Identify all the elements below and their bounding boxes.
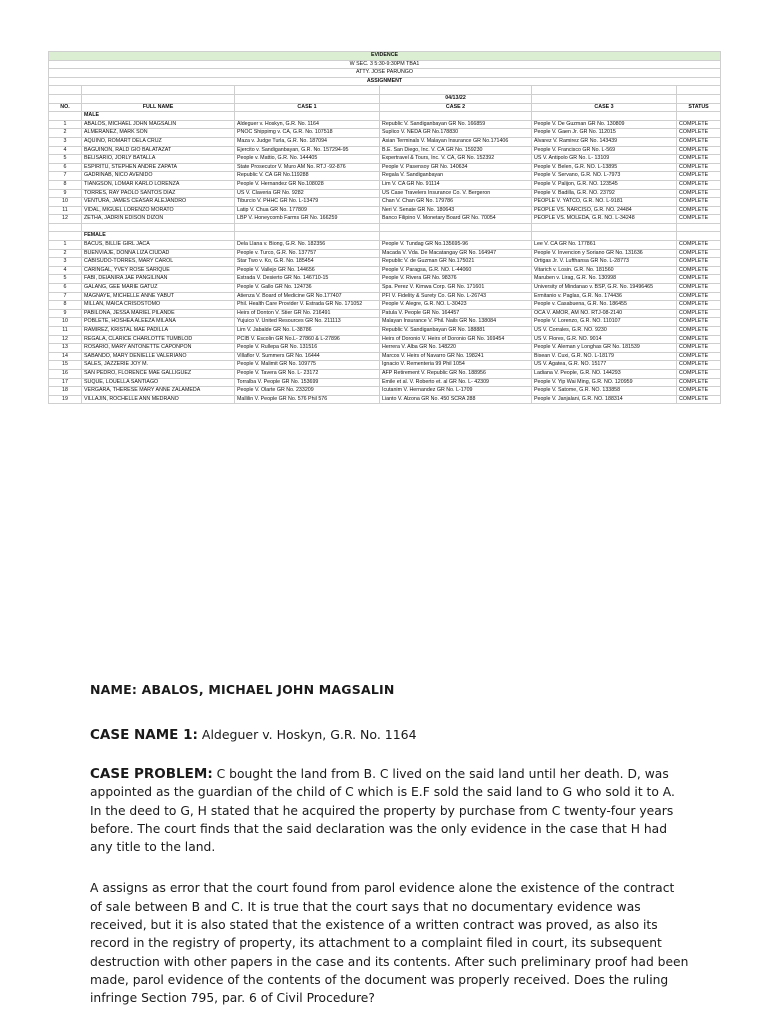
case-3-cell: People V. Satome, G.R. NO. 133858 xyxy=(532,387,677,396)
status-cell: COMPLETE xyxy=(677,352,721,361)
case-3-cell: Ermitanio v. Paglas, G.R. No. 174436 xyxy=(532,292,677,301)
row-no-cell: 10 xyxy=(49,198,82,207)
case-3-cell: PEOPLE VS. MOLEDA, G.R. NO. L-34248 xyxy=(532,215,677,224)
case-2-cell: B.E. San Diego, Inc. V. CA GR No. 159230 xyxy=(380,146,532,155)
case-1-cell: LBP V. Honeycomb Farms GR No. 166259 xyxy=(235,215,380,224)
status-cell: COMPLETE xyxy=(677,146,721,155)
row-no-cell: 1 xyxy=(49,120,82,129)
status-cell: COMPLETE xyxy=(677,369,721,378)
row-no-cell: 6 xyxy=(49,284,82,293)
full-name-cell: AQUINO, ROMART DELA CRUZ xyxy=(82,137,235,146)
status-cell: COMPLETE xyxy=(677,198,721,207)
full-name-cell: BUENVIAJE, DONNA LIZA CIUDAD xyxy=(82,249,235,258)
row-no-cell: 7 xyxy=(49,172,82,181)
col-header-status: STATUS xyxy=(677,103,721,112)
status-cell: COMPLETE xyxy=(677,180,721,189)
case-3-cell: People V. Invencion y Soriano GR No. 131636 xyxy=(532,249,677,258)
full-name-cell: VERGARA, THERESE MARY ANNE ZALAMEDA xyxy=(82,387,235,396)
status-cell: COMPLETE xyxy=(677,378,721,387)
case-1-cell: People V. Hernandez GR No.108028 xyxy=(235,180,380,189)
full-name-cell: CARINGAL, YVEY ROSE SARIQUE xyxy=(82,266,235,275)
case-1-cell: People V. Gallo GR No. 124736 xyxy=(235,284,380,293)
table-row xyxy=(49,318,721,327)
col-header-no: NO. xyxy=(49,103,82,112)
case-2-cell: Spa. Perez V. Kimwa Corp. GR No. 171601 xyxy=(380,284,532,293)
sheet-date-row xyxy=(49,94,721,103)
full-name-cell: VILLAJIN, ROCHELLE ANN MEDRANO xyxy=(82,395,235,404)
row-no-cell: 14 xyxy=(49,352,82,361)
row-no-cell: 11 xyxy=(49,327,82,336)
case-1-cell: Dela Llana v. Biong, G.R. No. 182356 xyxy=(235,241,380,250)
case-3-cell: US V. Antipolo GR No. L- 13109 xyxy=(532,155,677,164)
sheet-schedule-row xyxy=(49,60,721,69)
full-name-cell: TIANGSON, LOMAR KARLO LORENZA xyxy=(82,180,235,189)
status-cell: COMPLETE xyxy=(677,155,721,164)
male-section-label: MALE xyxy=(82,112,235,121)
case-3-cell: People V. Lorenzo, G.R. NO. 110107 xyxy=(532,318,677,327)
case-2-cell: Macada V. Vda. De Macatangay GR No. 164947 xyxy=(380,249,532,258)
case-2-cell: AFP Retirement V. Republic GR No. 188956 xyxy=(380,369,532,378)
status-cell: COMPLETE xyxy=(677,387,721,396)
status-cell: COMPLETE xyxy=(677,137,721,146)
full-name-cell: BACUS, BILLIE GIRL JACA xyxy=(82,241,235,250)
sheet-instructor: ATTY. JOSE PARUNGO xyxy=(49,69,721,78)
status-cell: COMPLETE xyxy=(677,309,721,318)
case-1-cell: Mallilin V. People GR No. 576 Phil 576 xyxy=(235,395,380,404)
full-name-cell: PABILONA, JESSA MARIEL PILANDE xyxy=(82,309,235,318)
status-cell: COMPLETE xyxy=(677,266,721,275)
status-cell: COMPLETE xyxy=(677,172,721,181)
case-2-cell: Heirs of Doronio V. Heirs of Doronio GR No. 169454 xyxy=(380,335,532,344)
table-row xyxy=(49,163,721,172)
case-1-cell: US V. Claveria GR No. 9282 xyxy=(235,189,380,198)
case-1-cell: Lim V. Jabalde GR No. L-38786 xyxy=(235,327,380,336)
row-no-cell: 13 xyxy=(49,344,82,353)
case-3-cell: US V. Flores, G.R. NO. 9014 xyxy=(532,335,677,344)
full-name-cell: ESPIRITU, STEPHEN ANDRE ZAPATA xyxy=(82,163,235,172)
case-3-cell: Vitarich v. Losin. G.R. No. 181560 xyxy=(532,266,677,275)
assignment-spreadsheet xyxy=(48,51,721,404)
case-3-cell: People V. De Guzman GR No. 130809 xyxy=(532,120,677,129)
case-name-value: Aldeguer v. Hoskyn, G.R. No. 1164 xyxy=(201,727,417,742)
full-name-cell: SAN PEDRO, FLORENCE MAE GALLIGUEZ xyxy=(82,369,235,378)
row-no-cell: 7 xyxy=(49,292,82,301)
table-row xyxy=(49,172,721,181)
case-3-cell: Ortigas Jr. V. Lufthansa GR No. L-28773 xyxy=(532,258,677,267)
row-no-cell: 12 xyxy=(49,335,82,344)
status-cell: COMPLETE xyxy=(677,129,721,138)
full-name-cell: VENTURA, JAMES CEASAR ALEJANDRO xyxy=(82,198,235,207)
row-no-cell: 2 xyxy=(49,249,82,258)
case-2-cell: Lianto V. Alzona GR No. 450 SCRA 288 xyxy=(380,395,532,404)
status-cell: COMPLETE xyxy=(677,215,721,224)
sheet-schedule: W SEC. 3 5:30-9:30PM TBA1 xyxy=(49,60,721,69)
status-cell: COMPLETE xyxy=(677,327,721,336)
table-row xyxy=(49,241,721,250)
status-cell: COMPLETE xyxy=(677,284,721,293)
table-row xyxy=(49,301,721,310)
status-cell: COMPLETE xyxy=(677,361,721,370)
status-cell: COMPLETE xyxy=(677,395,721,404)
blank-row xyxy=(49,86,721,95)
case-2-cell: Asian Terminals V. Malayan Insurance GR No.171406 xyxy=(380,137,532,146)
table-row xyxy=(49,180,721,189)
sheet-title-row xyxy=(49,52,721,61)
case-1-cell: People V. Malimit GR No. 109775 xyxy=(235,361,380,370)
female-section-label: FEMALE xyxy=(82,232,235,241)
student-name: NAME: ABALOS, MICHAEL JOHN MAGSALIN xyxy=(90,682,395,697)
sheet-instructor-row xyxy=(49,69,721,78)
male-section-row xyxy=(49,112,721,121)
case-1-cell: Torralba V. People GR No. 153699 xyxy=(235,378,380,387)
status-cell: COMPLETE xyxy=(677,275,721,284)
case-3-cell: People V. Aleman y Longhas GR No. 181539 xyxy=(532,344,677,353)
status-cell: COMPLETE xyxy=(677,335,721,344)
full-name-cell: CABISUDO-TORRES, MARY CAROL xyxy=(82,258,235,267)
case-3-cell: People V. Gaen Jr. GR No. 112015 xyxy=(532,129,677,138)
full-name-cell: ABALOS, MICHAEL JOHN MAGSALIN xyxy=(82,120,235,129)
row-no-cell: 9 xyxy=(49,189,82,198)
case-1-cell: Aldeguer v. Hoskyn, G.R. No. 1164 xyxy=(235,120,380,129)
case-1-cell: Tiburcio V. PHHC GR No. L-13479 xyxy=(235,198,380,207)
full-name-cell: POBLETE, HOSHEA ALEEZA MILANA xyxy=(82,318,235,327)
case-1-cell: Estrada V. Desierto GR No. 146710-15 xyxy=(235,275,380,284)
full-name-cell: VIDAL, MIGUEL LORENZO MORATO xyxy=(82,206,235,215)
case-2-cell: People V. Alegre, G.R. NO. L-30423 xyxy=(380,301,532,310)
case-3-cell: Maruben v. Lirag, G.R. No. 130998 xyxy=(532,275,677,284)
col-header-case-3: CASE 3 xyxy=(532,103,677,112)
table-row xyxy=(49,335,721,344)
sheet-date: 04/13/22 xyxy=(380,94,532,103)
row-no-cell: 15 xyxy=(49,361,82,370)
case-1-cell: PNOC Shippimg v. CA, G.R. No. 107518 xyxy=(235,129,380,138)
case-1-cell: Villaflor V. Summers GR No. 16444 xyxy=(235,352,380,361)
row-no-cell: 3 xyxy=(49,258,82,267)
case-1-cell: Star Two v. Ko, G.R. No. 185454 xyxy=(235,258,380,267)
case-3-cell: University of Mindanao v. BSP, G.R. No. 19496465 xyxy=(532,284,677,293)
case-1-cell: Atienza V. Board of Medicine GR No.177407 xyxy=(235,292,380,301)
table-row xyxy=(49,206,721,215)
case-2-cell: Emile et al. V. Roberto et. al GR No. L- 42309 xyxy=(380,378,532,387)
case-3-cell: People V. Badilla, G.R. NO. 23792 xyxy=(532,189,677,198)
col-header-case-1: CASE 1 xyxy=(235,103,380,112)
case-2-cell: People V. Tundag GR No.135695-96 xyxy=(380,241,532,250)
case-3-cell: People V. Servano, G.R. NO. L-7973 xyxy=(532,172,677,181)
table-row xyxy=(49,369,721,378)
col-header-full-name: FULL NAME xyxy=(82,103,235,112)
case-2-cell: Ignacio V. Rementeria 99 Phil 1054 xyxy=(380,361,532,370)
case-2-cell: Malayan Insurance V. Phil. Nails GR No. 138084 xyxy=(380,318,532,327)
table-row xyxy=(49,120,721,129)
case-3-cell: PEOPLE VS. NARCISO, G.R. NO. 24484 xyxy=(532,206,677,215)
case-name-line xyxy=(90,727,690,743)
case-3-cell: OCA V. AMOR, AM NO. RTJ-08-2140 xyxy=(532,309,677,318)
table-row xyxy=(49,309,721,318)
row-no-cell: 12 xyxy=(49,215,82,224)
full-name-cell: ALMERANEZ, MARK SON xyxy=(82,129,235,138)
table-row xyxy=(49,189,721,198)
case-1-cell: Latip V. Chua GR No. 177809 xyxy=(235,206,380,215)
case-2-cell: Republic V. Sandiganbayan GR No. 188881 xyxy=(380,327,532,336)
row-no-cell: 2 xyxy=(49,129,82,138)
case-3-cell: People V. Janjalani, G.R. NO. 188314 xyxy=(532,395,677,404)
case-1-cell: Maza v. Judge Turla, G.R. No. 187094 xyxy=(235,137,380,146)
case-2-cell: Republic V. de Guzman GR No.175021 xyxy=(380,258,532,267)
row-no-cell: 9 xyxy=(49,309,82,318)
full-name-cell: SUQUE, LOUELLA SANTIAGO xyxy=(82,378,235,387)
column-header-row xyxy=(49,103,721,112)
status-cell: COMPLETE xyxy=(677,206,721,215)
case-2-cell: Banco Filipino V. Monetary Board GR No. 70054 xyxy=(380,215,532,224)
sheet-assignment: ASSIGNMENT xyxy=(49,77,721,86)
case-2-cell: Neri V. Senate GR No. 180643 xyxy=(380,206,532,215)
row-no-cell: 16 xyxy=(49,369,82,378)
case-document xyxy=(90,682,690,1008)
table-row xyxy=(49,198,721,207)
table-row xyxy=(49,395,721,404)
table-row xyxy=(49,387,721,396)
table-row xyxy=(49,275,721,284)
status-cell: COMPLETE xyxy=(677,163,721,172)
row-no-cell: 1 xyxy=(49,241,82,250)
case-3-cell: Ladiana V. People, G.R. NO. 144293 xyxy=(532,369,677,378)
case-problem-label: CASE PROBLEM: xyxy=(90,766,213,782)
status-cell: COMPLETE xyxy=(677,120,721,129)
row-no-cell: 8 xyxy=(49,301,82,310)
case-1-cell: Yujuico V. United Resources GR No. 211113 xyxy=(235,318,380,327)
case-1-cell: Republic V. CA GR No.119288 xyxy=(235,172,380,181)
status-cell: COMPLETE xyxy=(677,189,721,198)
case-problem-paragraph xyxy=(90,765,690,856)
case-3-cell: People V. Belen, G.R. NO. L-13895 xyxy=(532,163,677,172)
case-2-cell: Patula V. People GR No. 164457 xyxy=(380,309,532,318)
full-name-cell: RAMIREZ, KRISTAL MAE PADILLA xyxy=(82,327,235,336)
table-row xyxy=(49,344,721,353)
case-3-cell: People V. Palijon, G.R. NO. 123545 xyxy=(532,180,677,189)
case-2-cell: Regala V. Sandiganbayan xyxy=(380,172,532,181)
table-row xyxy=(49,327,721,336)
status-cell: COMPLETE xyxy=(677,258,721,267)
table-row xyxy=(49,129,721,138)
female-section-row xyxy=(49,232,721,241)
case-1-cell: People v. Turco, G.R. No. 137757 xyxy=(235,249,380,258)
case-1-cell: State Prosecutor V. Muro AM No. RTJ -92-876 xyxy=(235,163,380,172)
case-1-cell: PCIB V. Escolin GR No.L- 27860 & L-27896 xyxy=(235,335,380,344)
case-2-cell: Lim V. CA GR No. 91114 xyxy=(380,180,532,189)
case-3-cell: US V. Corrales, G.R. NO. 9230 xyxy=(532,327,677,336)
full-name-cell: REGALA, CLARICE CHARLOTTE TUMBLOD xyxy=(82,335,235,344)
case-1-cell: Phil. Health Care Provider V. Estrada GR No. 171052 xyxy=(235,301,380,310)
error-assignment-paragraph: A assigns as error that the court found from parol evidence alone the existence of the contract of sale between B and C. It is true that the court says that no documentary evidence was received, but it is also stated that the existence of a written contract was proved, as also its record in the registry of property, its attachment to a complaint filed in court, its subsequent destruction with other papers in the case and its contents. After such preliminary proof had been made, parol evidence of the contents of the document was properly received. Does the ruling infringe Section 795, par. 6 of Civil Procedure? xyxy=(90,881,689,1006)
table-row xyxy=(49,146,721,155)
row-no-cell: 4 xyxy=(49,146,82,155)
case-3-cell: People v. Casabuena, G.R. No. 186455 xyxy=(532,301,677,310)
table-row xyxy=(49,155,721,164)
case-2-cell: PFI V. Fidelity & Surety Co. GR No. L-26743 xyxy=(380,292,532,301)
row-no-cell: 10 xyxy=(49,318,82,327)
full-name-cell: ZETHA, JADRIN EDISON DIZON xyxy=(82,215,235,224)
status-cell: COMPLETE xyxy=(677,301,721,310)
status-cell: COMPLETE xyxy=(677,318,721,327)
row-no-cell: 5 xyxy=(49,155,82,164)
table-row xyxy=(49,378,721,387)
case-1-cell: Heirs of Donton V. Stier GR No. 216491 xyxy=(235,309,380,318)
case-2-cell: US Case Travelers Insurance Co. V. Bergeron xyxy=(380,189,532,198)
full-name-cell: ROSARIO, MARY ANTONETTE CAPONPON xyxy=(82,344,235,353)
case-1-cell: Ejercito v. Sandiganbayan, G.R. No. 157294-95 xyxy=(235,146,380,155)
status-cell: COMPLETE xyxy=(677,241,721,250)
row-no-cell: 6 xyxy=(49,163,82,172)
status-cell: COMPLETE xyxy=(677,344,721,353)
case-1-cell: People V. Olarte GR No. 233209 xyxy=(235,387,380,396)
full-name-cell: MAGNAYE, MICHELLE ANNE YABUT xyxy=(82,292,235,301)
case-3-cell: PEOPLE V. YATCO, G.R. NO. L-9181 xyxy=(532,198,677,207)
table-row xyxy=(49,258,721,267)
row-no-cell: 18 xyxy=(49,387,82,396)
row-no-cell: 19 xyxy=(49,395,82,404)
full-name-cell: FABI, DEIANIRA JAE PANGILINAN xyxy=(82,275,235,284)
case-3-cell: People V. Francisco GR No. L-569 xyxy=(532,146,677,155)
case-1-cell: People v. Mattio, G.R. No. 144405 xyxy=(235,155,380,164)
case-1-cell: People V. Tavera GR No. L- 23172 xyxy=(235,369,380,378)
case-2-cell: Marcos V. Heirs of Navarro GR No. 198241 xyxy=(380,352,532,361)
status-cell: COMPLETE xyxy=(677,249,721,258)
table-row xyxy=(49,249,721,258)
sheet-title: EVIDENCE xyxy=(49,52,721,61)
case-2-cell: Suplico V. NEDA GR No.178830 xyxy=(380,129,532,138)
case-1-cell: People V. Vallejo GR No. 144656 xyxy=(235,266,380,275)
full-name-cell: BELISARIO, JORLY BATALLA xyxy=(82,155,235,164)
case-2-cell: People V. Pasensoy GR No. 140634 xyxy=(380,163,532,172)
row-no-cell: 8 xyxy=(49,180,82,189)
case-2-cell: People V. Rivera GR No. 98376 xyxy=(380,275,532,284)
full-name-cell: GADRINAB, NICO AVENIDO xyxy=(82,172,235,181)
table-row xyxy=(49,137,721,146)
row-no-cell: 11 xyxy=(49,206,82,215)
row-no-cell: 4 xyxy=(49,266,82,275)
status-cell: COMPLETE xyxy=(677,292,721,301)
row-no-cell: 3 xyxy=(49,137,82,146)
table-row xyxy=(49,352,721,361)
case-2-cell: Republic V. Sandiganbayan GR No. 166859 xyxy=(380,120,532,129)
table-row xyxy=(49,215,721,224)
table-row xyxy=(49,284,721,293)
col-header-case-2: CASE 2 xyxy=(380,103,532,112)
full-name-cell: BAGUINON, RALD GIO BALATAZAT xyxy=(82,146,235,155)
row-no-cell: 17 xyxy=(49,378,82,387)
case-3-cell: Alvarez V. Ramirez GR No. 143439 xyxy=(532,137,677,146)
full-name-cell: SALES, JAZZERIE JOY M. xyxy=(82,361,235,370)
full-name-cell: SABANDO, MARY DENIELLE VALERIANO xyxy=(82,352,235,361)
full-name-cell: TORRES, RAY PAOLO SANTOS DIAZ xyxy=(82,189,235,198)
case-2-cell: Herrera V. Alba GR No. 148220 xyxy=(380,344,532,353)
table-row xyxy=(49,292,721,301)
case-2-cell: Chan V. Chan GR No. 179786 xyxy=(380,198,532,207)
table-row xyxy=(49,266,721,275)
case-2-cell: Icutanim V. Hernandez GR No. L-1709 xyxy=(380,387,532,396)
full-name-cell: MILLAN, MAICA CRISOSTOMO xyxy=(82,301,235,310)
case-2-cell: People V. Paragsa, G.R. NO. L-44060 xyxy=(380,266,532,275)
blank-row xyxy=(49,223,721,232)
case-3-cell: People V. Yip Wai Ming, G.R. NO. 120959 xyxy=(532,378,677,387)
case-2-cell: Expertravel & Tours, Inc. V. CA, GR No. 152392 xyxy=(380,155,532,164)
case-1-cell: People V. Rullepa GR No. 131516 xyxy=(235,344,380,353)
table-row xyxy=(49,361,721,370)
case-name-label: CASE NAME 1: xyxy=(90,727,198,743)
full-name-cell: GALANG, GEE MARIE GATUZ xyxy=(82,284,235,293)
case-3-cell: Bisean V. Cuxi, G.R. NO. L-18179 xyxy=(532,352,677,361)
case-3-cell: Lee V. CA GR No. 177861 xyxy=(532,241,677,250)
case-3-cell: US V. Agatea, G.R. NO. 15177 xyxy=(532,361,677,370)
sheet-assignment-row xyxy=(49,77,721,86)
case-problem-text: C bought the land from B. C lived on the said land until her death. D, was appointed as the guardian of the child of C which is E.F sold the said land to G who sold it to A. In the deed to G, H stated that he acquired the property by purchase from C twenty-four years before. The court finds that the said declaration was the only evidence in the case that H had any title to the land. xyxy=(90,767,675,855)
row-no-cell: 5 xyxy=(49,275,82,284)
